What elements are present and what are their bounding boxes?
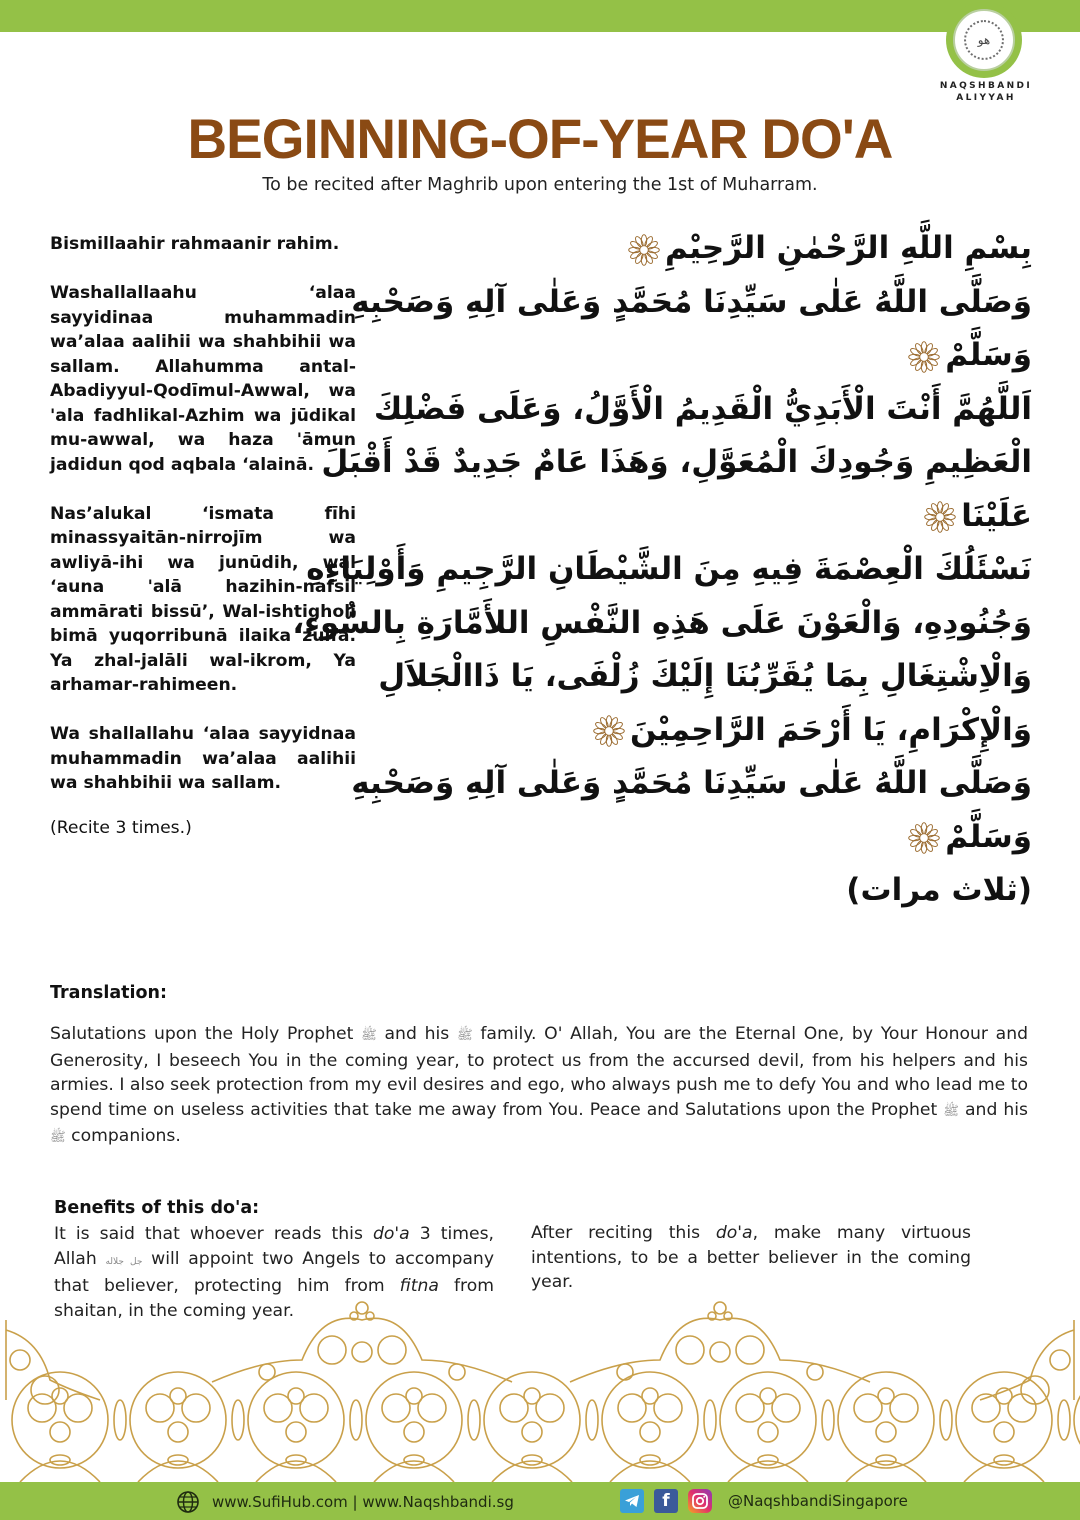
globe-icon xyxy=(176,1490,200,1514)
arabic-recite-note: (ثلاث مرات) xyxy=(846,872,1032,908)
salawat-icon: ﷺ xyxy=(361,1028,377,1043)
gold-ornament-border xyxy=(0,1300,1080,1482)
website-links[interactable]: www.SufiHub.com | www.Naqshbandi.sg xyxy=(212,1493,514,1511)
facebook-icon[interactable]: f xyxy=(654,1489,678,1513)
arabic-line: وَجُنُودِهِ، وَالْعَوْنَ عَلَى هَذِهِ النَّفْسِ اللأَمَّارَةِ بِالسُّوءِ، xyxy=(292,604,1032,641)
telegram-icon[interactable] xyxy=(620,1489,644,1513)
benefits-heading: Benefits of this do'a: xyxy=(54,1198,260,1218)
naqshbandi-logo xyxy=(946,2,1022,78)
footer-social xyxy=(620,1489,908,1513)
verse-rosette-icon xyxy=(627,233,661,267)
logo-seal xyxy=(953,9,1015,71)
social-handle[interactable]: @NaqshbandiSingapore xyxy=(728,1492,908,1510)
benefits-text-right: After reciting this do'a, make many virtuous intentions, to be a better believer in the coming year. xyxy=(531,1223,971,1292)
instagram-icon[interactable] xyxy=(688,1489,712,1513)
salawat-icon: ﷺ xyxy=(50,1130,66,1145)
translation-body: Salutations upon the Holy Prophet ﷺ and his ﷺ family. O' Allah, You are the Eternal One, by Your Honour and Generosity, I beseech You in the coming year, to protect us from the accursed devil, from his helpers and his armies. I also seek protection from my evil desires and ego, who always push me to defy You and who lead me to spend time on useless activities that take me away from You. Peace and Salutations upon the Prophet ﷺ and his ﷺ companions. xyxy=(50,1024,1029,1146)
transliteration-paragraph: Wa shallallahu ‘alaa sayyidnaa muhammadin wa’alaa aalihii wa shahbihii wa sallam. xyxy=(50,724,356,793)
arabic-line: وَسَلَّمْ xyxy=(392,329,1032,383)
logo-calligraphy: هو xyxy=(964,20,1004,60)
arabic-line: وَصَلَّى اللَّهُ عَلٰى سَيِّدِنَا مُحَمَّدٍ وَعَلٰى آلِهِ وَصَحْبِهِ xyxy=(351,283,1032,320)
top-green-bar xyxy=(0,0,1080,32)
salawat-icon: ﷺ xyxy=(456,1028,473,1043)
arabic-line: وَالْاِشْتِغَالِ بِمَا يُقَرِّبُنَا إِلَيْكَ زُلْفَى، يَا ذَاالْجَلاَلِ xyxy=(378,658,1032,694)
transliteration-paragraph: Bismillaahir rahmaanir rahim. xyxy=(50,234,340,254)
brand-name xyxy=(930,80,1042,104)
arabic-line: نَسْئَلُكَ الْعِصْمَةَ فِيهِ مِنَ الشَّيْطَانِ الرَّجِيمِ وَأَوْلِيَاءِهِ xyxy=(306,551,1032,587)
footer-bar xyxy=(0,1482,1080,1520)
transliteration-paragraph: Washallallaahu ‘alaa sayyidinaa muhammadin wa’alaa aalihii wa shahbihii wa sallam. Allahumma antal-Abadiyyul-Qodīmul-Awwal, wa 'ala fadhlikal-Azhim wa jūdikal mu-awwal, wa haza 'āmun jadidun qod aqbala ‘alainā. xyxy=(50,283,356,475)
arabic-line: وَالْإِكْرَامِ، يَا أَرْحَمَ الرَّاحِمِيْنَ xyxy=(392,704,1032,758)
benefits-text-left: It is said that whoever reads this do'a 3 times, Allah جل جلاله will appoint two Angels to accompany that believer, protecting him from fitna from shaitan, in the coming year. xyxy=(54,1224,494,1321)
verse-rosette-icon xyxy=(907,821,941,855)
salawat-icon: ﷺ xyxy=(943,1103,959,1119)
brand-name-line1: NAQSHBANDI xyxy=(939,81,1033,91)
arabic-line: الْعَظِيمِ وَجُودِكَ الْمُعَوَّلِ، وَهَذَا عَامٌ جَدِيدٌ قَدْ أَقْبَلَ xyxy=(321,444,1032,480)
verse-rosette-icon xyxy=(592,714,626,748)
arabic-line: وَسَلَّمْ xyxy=(392,811,1032,865)
jalla-jalaluh-icon: جل جلاله xyxy=(105,1256,143,1267)
translation-heading: Translation: xyxy=(50,983,167,1003)
recite-note: (Recite 3 times.) xyxy=(50,817,192,838)
arabic-line: اَللَّهُمَّ أَنْتَ الْأَبَدِيُّ الْقَدِيمُ الْأَوَّلُ، وَعَلَى فَضْلِكَ xyxy=(373,390,1032,427)
arabic-line: عَلَيْنَا xyxy=(392,490,1032,544)
page-title: BEGINNING-OF-YEAR DO'A xyxy=(187,107,893,170)
footer-websites xyxy=(176,1490,514,1514)
verse-rosette-icon xyxy=(923,500,957,534)
verse-rosette-icon xyxy=(907,340,941,374)
page-subtitle: To be recited after Maghrib upon entering the 1st of Muharram. xyxy=(262,175,818,195)
transliteration-paragraph: Nas’alukal ‘ismata fīhi minassyaitān-nirrojīm wa awliyā-ihi wa junūdih, wal ‘auna 'alā hazihin-nafsil ammārati bissū’, Wal-ishtigholi bimā yuqorribunā ilaika zulfa. Ya zhal-jalāli wal-ikrom, Ya arhamar-rahimeen. xyxy=(50,503,356,695)
arabic-text-column xyxy=(292,222,1032,918)
arabic-line: بِسْمِ اللَّهِ الرَّحْمٰنِ الرَّحِيْمِ xyxy=(392,222,1032,276)
brand-name-line2: ALIYYAH xyxy=(956,93,1016,103)
arabic-line: وَصَلَّى اللَّهُ عَلٰى سَيِّدِنَا مُحَمَّدٍ وَعَلٰى آلِهِ وَصَحْبِهِ xyxy=(351,765,1032,801)
